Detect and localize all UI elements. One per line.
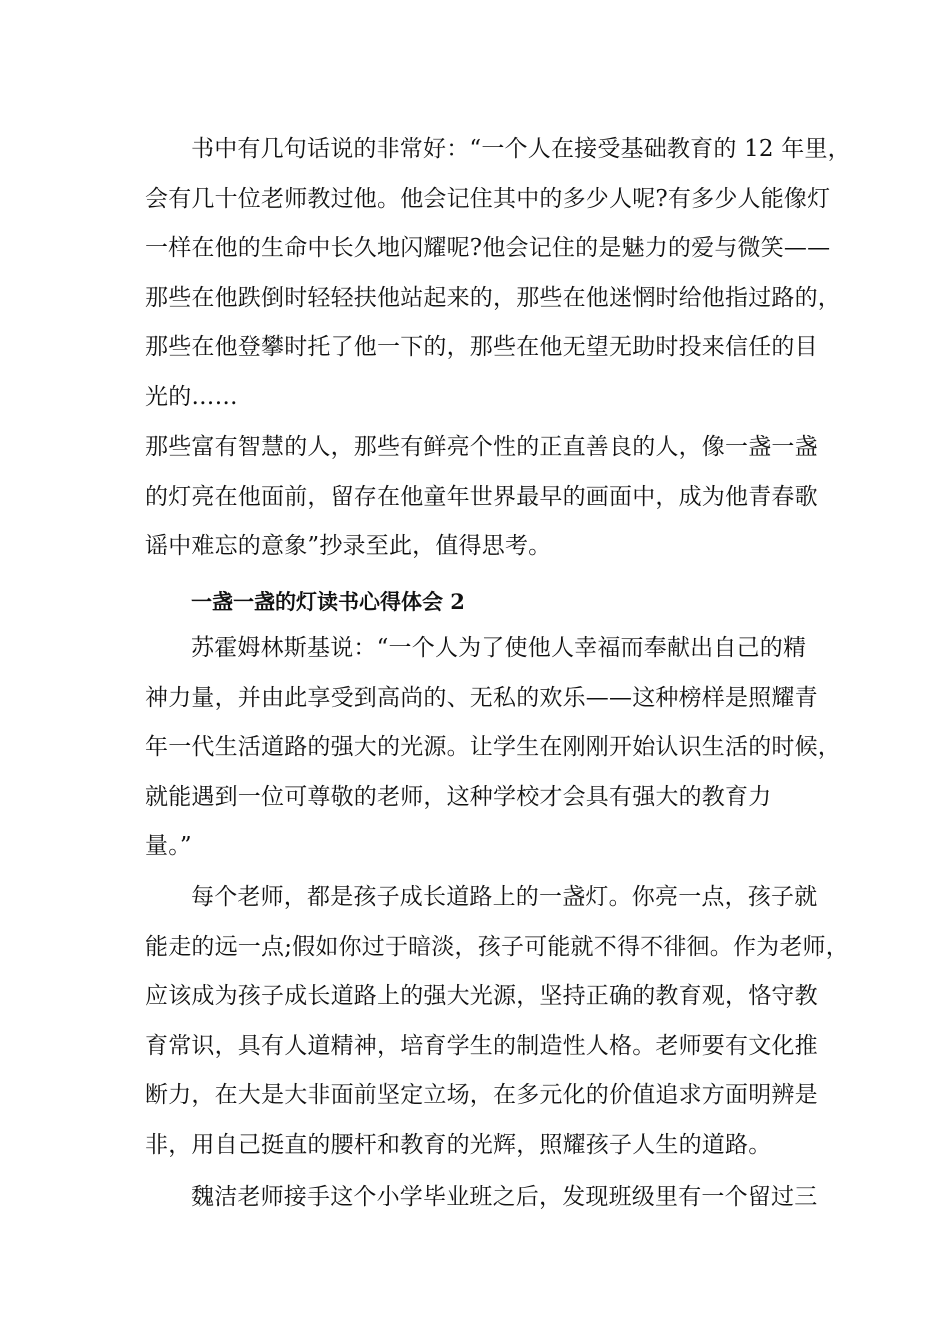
text-line: 就能遇到一位可尊敬的老师，这种学校才会具有强大的教育力 xyxy=(145,783,772,810)
section-heading: 一盏一盏的灯读书心得体会 2 xyxy=(191,589,465,614)
text-line: 神力量，并由此享受到高尚的、无私的欢乐——这种榜样是照耀青 xyxy=(145,684,818,711)
paragraph-teacher-lamp xyxy=(145,873,849,1170)
text-line: 苏霍姆林斯基说：“一个人为了使他人幸福而奉献出自己的精 xyxy=(191,635,807,661)
text-line: 魏洁老师接手这个小学毕业班之后，发现班级里有一个留过三 xyxy=(191,1184,818,1210)
text-line: 那些在他登攀时托了他一下的，那些在他无望无助时投来信任的目 xyxy=(145,334,818,360)
text-line: 会有几十位老师教过他。他会记住其中的多少人呢?有多少人能像灯 xyxy=(145,185,831,212)
paragraph-quote-continued xyxy=(145,423,820,572)
text-line: 那些富有智慧的人，那些有鲜亮个性的正直善良的人，像一盏一盏 xyxy=(145,434,818,460)
text-line: 育常识，具有人道精神，培育学生的制造性人格。老师要有文化推 xyxy=(145,1032,818,1059)
paragraph-sukhomlinsky-quote xyxy=(145,624,841,872)
paragraph-wei-jie-story xyxy=(145,1173,820,1223)
text-line: 每个老师，都是孩子成长道路上的一盏灯。你亮一点，孩子就 xyxy=(191,884,818,910)
text-line: 谣中难忘的意象”抄录至此，值得思考。 xyxy=(145,533,552,559)
text-line: 断力，在大是大非面前坚定立场，在多元化的价值追求方面明辨是 xyxy=(145,1082,818,1108)
text-line: 那些在他跌倒时轻轻扶他站起来的，那些在他迷惘时给他指过路的， xyxy=(145,284,841,311)
text-line: 应该成为孩子成长道路上的强大光源，坚持正确的教育观，恪守教 xyxy=(145,983,818,1009)
paragraph-quote-intro xyxy=(145,125,851,422)
text-line: 非，用自己挺直的腰杆和教育的光辉，照耀孩子人生的道路。 xyxy=(145,1131,772,1158)
text-line: 光的…… xyxy=(145,383,238,410)
text-line: 年一代生活道路的强大的光源。让学生在刚刚开始认识生活的时候， xyxy=(145,734,841,760)
text-line: 一样在他的生命中长久地闪耀呢?他会记住的是魅力的爱与微笑—— xyxy=(145,235,831,261)
text-line: 的灯亮在他面前，留存在他童年世界最早的画面中，成为他青春歌 xyxy=(145,483,818,510)
text-line: 能走的远一点;假如你过于暗淡，孩子可能就不得不徘徊。作为老师， xyxy=(145,933,849,960)
text-line: 书中有几句话说的非常好：“一个人在接受基础教育的 12 年里， xyxy=(191,136,851,162)
text-line: 量。” xyxy=(145,833,192,859)
